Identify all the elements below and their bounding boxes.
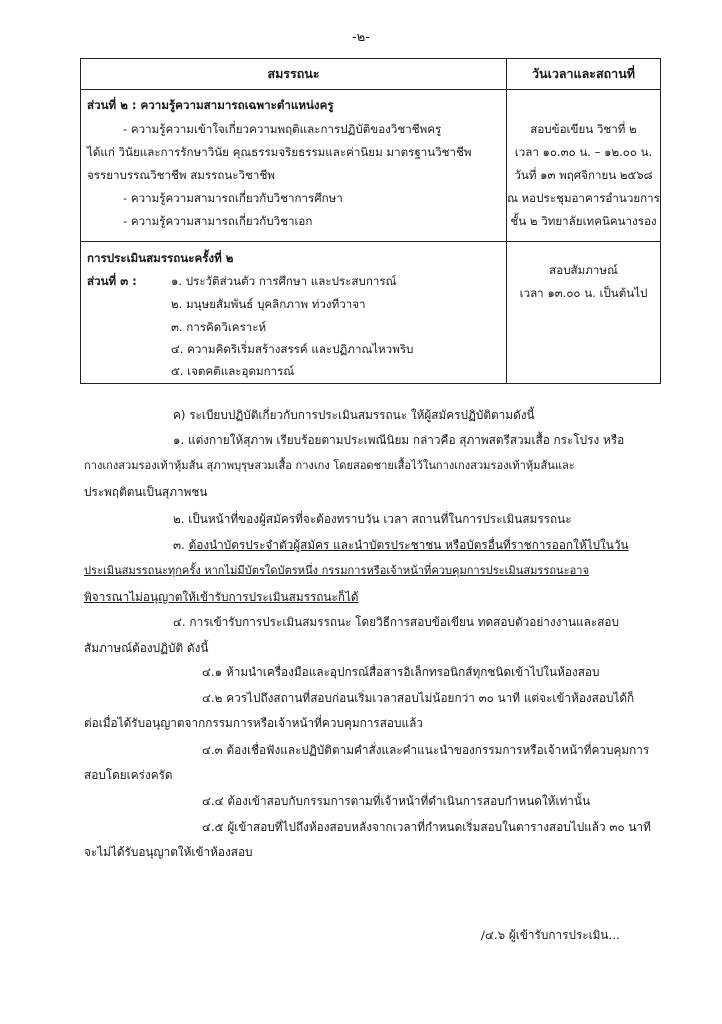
table-row [81,90,661,242]
underlined-text: ประเมินสมรรถนะทุกครั้ง หากไม่มีบัตรใดบัตรหนึ่ง กรรมการหรือเจ้าหน้าที่ควบคุมการประเมินสมรรถนะอาจ [84,564,589,577]
row2-item: ๓. การคิดวิเคราะห์ [171,320,267,334]
row1-schedule-cell [507,90,661,242]
header-schedule: วันเวลาและสถานที่ [507,59,661,90]
row2-schedule-line: เวลา ๑๓.๐๐ น. เป็นต้นไป [519,286,648,300]
subitem-line: ๔.๓ ต้องเชื่อฟังและปฏิบัติตามคำสั่งและคำแนะนำของกรรมการหรือเจ้าหน้าที่ควบคุมการ [202,743,650,757]
paragraph-line: ๔. การเข้ารับการประเมินสมรรถนะ โดยวิธีการสอบข้อเขียน ทดสอบตัวอย่างงานและสอบ [173,615,620,629]
underlined-text: ต้องนำบัตรประจำตัวผู้สมัคร และนำบัตรประชาชน หรือบัตรอื่นที่ราชการออกให้ไปในวัน [188,538,629,552]
subitem-line: จะไม่ได้รับอนุญาตให้เข้าห้องสอบ [84,845,253,859]
row1-schedule-line: ชั้น ๒ วิทยาลัยเทคนิคนางรอง [510,214,657,228]
subitem-line: ๔.๕ ผู้เข้าสอบที่ไปถึงห้องสอบหลังจากเวลาที่กำหนดเริ่มสอบในตารางสอบไปแล้ว ๓๐ นาที [202,820,651,834]
page-number: -๒- [352,30,370,45]
paragraph-line: ๑. แต่งกายให้สุภาพ เรียบร้อยตามประเพณีนิยม กล่าวคือ สุภาพสตรีสวมเสื้อ กระโปรง หรือ [173,433,625,447]
section-c-heading: ค) ระเบียบปฏิบัติเกี่ยวกับการประเมินสมรรถนะ ให้ผู้สมัครปฏิบัติตามดังนี้ [173,408,535,422]
subitem-line: ๔.๔ ต้องเข้าสอบกับกรรมการตามที่เจ้าหน้าที่ดำเนินการสอบกำหนดให้เท่านั้น [202,794,591,808]
row2-schedule-line: สอบสัมภาษณ์ [549,263,618,277]
row1-heading: ส่วนที่ ๒ : ความรู้ความสามารถเฉพาะตำแหน่งครู [87,98,334,112]
competency-table [80,58,661,384]
row2-item: ๕. เจตคติและอุดมการณ์ [171,364,295,378]
row2-schedule-cell [507,242,661,384]
subitem-line: สอบโดยเคร่งครัด [84,768,173,782]
paragraph-line: สัมภาษณ์ต้องปฏิบัติ ดังนี้ [84,641,209,655]
item-number: ๓. [173,538,189,552]
row1-bullet1-line3: จรรยาบรรณวิชาชีพ สมรรถนะวิชาชีพ [87,168,275,182]
row1-schedule-line: ณ หอประชุมอาคารอำนวยการ [507,191,660,205]
paragraph-line [173,537,629,553]
row2-item: ๔. ความคิดริเริ่มสร้างสรรค์ และปฏิภาณไหวพริบ [171,342,414,356]
row1-bullet1-line1: - ความรู้ความเข้าใจเกี่ยวความพฤติและการปฏิบัติของวิชาชีพครู [123,122,442,136]
row1-schedule-line: วันที่ ๑๓ พฤศจิกายน ๒๕๖๘ [514,168,653,182]
subitem-line: ๔.๑ ห้ามนำเครื่องมือและอุปกรณ์สื่อสารอิเล็กทรอนิกส์ทุกชนิดเข้าไปในห้องสอบ [202,665,600,679]
row2-competency-cell [81,242,507,384]
row1-bullet3: - ความรู้ความสามารถเกี่ยวกับวิชาเอก [123,214,313,228]
underlined-text: พิจารณาไม่อนุญาตให้เข้ารับการประเมินสมรรถนะก็ได้ [84,590,359,604]
subitem-line: ๔.๒ ควรไปถึงสถานที่สอบก่อนเริ่มเวลาสอบไม่น้อยกว่า ๓๐ นาที แต่จะเข้าห้องสอบได้ก็ [202,691,635,705]
row1-schedule-line: สอบข้อเขียน วิชาที่ ๒ [530,122,637,136]
row1-bullet2: - ความรู้ความสามารถเกี่ยวกับวิชาการศึกษา [123,191,343,205]
row2-part-label: ส่วนที่ ๓ : [87,274,137,288]
header-competency: สมรรถนะ [81,59,507,90]
paragraph-line: ๒. เป็นหน้าที่ของผู้สมัครที่จะต้องทราบวัน เวลา สถานที่ในการประเมินสมรรถนะ [173,512,572,526]
table-row [81,242,661,384]
paragraph-line: ประพฤติตนเป็นสุภาพชน [84,485,208,499]
table-header-row [81,59,661,90]
row2-heading: การประเมินสมรรถนะครั้งที่ ๒ [87,251,234,265]
paragraph-line: กางเกงสวมรองเท้าหุ้มส้น สุภาพบุรุษสวมเสื้อ กางเกง โดยสอดชายเสื้อไว้ในกางเกงสวมรองเท้าหุ้มส้นและ [84,459,575,472]
row2-item: ๑. ประวัติส่วนตัว การศึกษา และประสบการณ์ [171,274,397,288]
row1-schedule-line: เวลา ๑๐.๓๐ น. – ๑๒.๐๐ น. [514,145,653,159]
row1-competency-cell [81,90,507,242]
row1-bullet1-line2: ได้แก่ วินัยและการรักษาวินัย คุณธรรมจริยธรรมและค่านิยม มาตรฐานวิชาชีพ [87,145,472,159]
row2-item: ๒. มนุษยสัมพันธ์ บุคลิกภาพ ท่วงทีวาจา [171,297,366,311]
subitem-line: ต่อเมื่อได้รับอนุญาตจากกรรมการหรือเจ้าหน้าที่ควบคุมการสอบแล้ว [84,716,423,730]
continuation-footer: /๔.๖ ผู้เข้ารับการประเมิน... [481,928,620,942]
